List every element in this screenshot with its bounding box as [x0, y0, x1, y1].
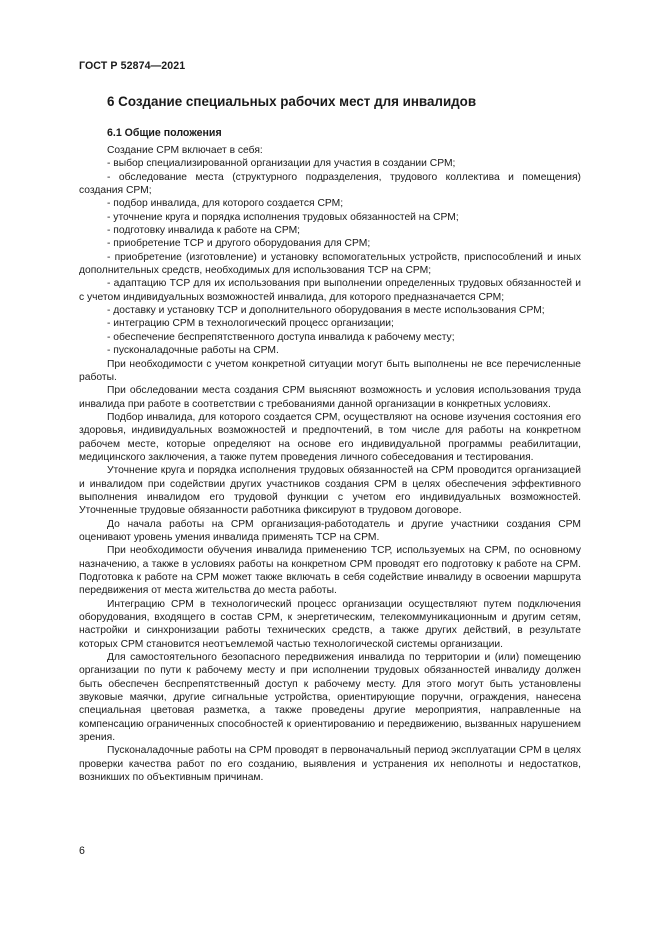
- body-text: [79, 144, 581, 785]
- section-title: 6 Создание специальных рабочих мест для инвалидов: [107, 94, 477, 109]
- paragraph: До начала работы на СРМ организация-работодатель и другие участники создания СРМ оценивают уровень умения инвалида применять ТСР на СРМ.: [79, 518, 581, 543]
- paragraph: При обследовании места создания СРМ выясняют возможность и условия использования труда инвалида при работе в соответствии с требованиями данной организации в конкретных условиях.: [79, 385, 581, 410]
- list-item: - пусконаладочные работы на СРМ.: [107, 345, 279, 357]
- paragraph: Уточнение круга и порядка исполнения трудовых обязанностей на СРМ проводится организацией и инвалидом при содействии других участников создания СРМ в целях обеспечения эффективного выполнения инвалидом его трудовой функции с учетом его индивидуальных возможностей. Уточненные трудовые обязанности работника фиксируют в трудовом договоре.: [79, 465, 581, 517]
- paragraph: Пусконаладочные работы на СРМ проводят в первоначальный период эксплуатации СРМ в целях проверки качества работ по его созданию, выявления и устранения их неполноты и недостатков, возникших по объективным причинам.: [79, 745, 581, 784]
- paragraph: Интеграцию СРМ в технологический процесс организации осуществляют путем подключения оборудования, входящего в состав СРМ, к энергетическим, телекоммуникационным и другим сетям, настройки и синхронизации работы технических средств, а также других действий, в результате которых СРМ становится неотъемлемой частью технологической системы организации.: [79, 598, 581, 650]
- list-item: - приобретение ТСР и другого оборудования для СРМ;: [107, 238, 371, 250]
- list-item: - подбор инвалида, для которого создается СРМ;: [107, 198, 344, 210]
- paragraph: При необходимости обучения инвалида применению ТСР, используемых на СРМ, по основному назначению, а также в условиях работы на конкретном СРМ проводят его подготовку к работе на СРМ. Подготовка к работе на СРМ может также включать в себя содействие инвалиду в освоении маршрута передвижения от места жительства до места работы.: [79, 545, 581, 597]
- list-item: - обследование места (структурного подразделения, трудового коллектива и помещения) создания СРМ;: [79, 171, 581, 197]
- list-item: - приобретение (изготовление) и установку вспомогательных устройств, приспособлений и иных дополнительных средств, необходимых для использования ТСР на СРМ;: [79, 251, 581, 277]
- paragraph: Подбор инвалида, для которого создается СРМ, осуществляют на основе изучения состояния его здоровья, индивидуальных возможностей и предпочтений, в том числе для работы на конкретном рабочем месте, которые определяют на основе его индивидуальной программы реабилитации, медицинского заключения, а также путем проведения личного собеседования и тестирования.: [79, 411, 581, 463]
- list-item: - подготовку инвалида к работе на СРМ;: [107, 225, 301, 237]
- list-item: - выбор специализированной организации для участия в создании СРМ;: [107, 158, 456, 170]
- subsection-title: 6.1 Общие положения: [107, 127, 222, 139]
- list-item: - обеспечение беспрепятственного доступа инвалида к рабочему месту;: [107, 331, 455, 343]
- paragraph: Создание СРМ включает в себя:: [107, 145, 263, 156]
- page-number: 6: [79, 845, 85, 857]
- list-item: - интеграцию СРМ в технологический процесс организации;: [107, 318, 394, 330]
- list-item: - уточнение круга и порядка исполнения трудовых обязанностей на СРМ;: [107, 211, 459, 223]
- list-item: - адаптацию ТСР для их использования при выполнении определенных трудовых обязанностей и с учетом индивидуальных возможностей инвалида, для которого предназначается СРМ;: [79, 278, 581, 303]
- paragraph: Для самостоятельного безопасного передвижения инвалида по территории и (или) помещению организации по пути к рабочему месту и при исполнении трудовых обязанностей инвалиду должен быть обеспечен беспрепятственный доступ к рабочему месту. Для этого могут быть установлены звуковые маячки, другие сигнальные устройства, ориентирующие поручни, ограждения, нанесена специальная цветовая разметка, а также проведены другие мероприятия, направленные на компенсацию ограниченных способностей к ориентированию и передвижению, вызванных нарушением зрения.: [79, 652, 581, 744]
- standard-header: ГОСТ Р 52874—2021: [79, 60, 186, 72]
- list-item: - доставку и установку ТСР и дополнительного оборудования в месте использования СРМ;: [107, 305, 545, 317]
- paragraph: При необходимости с учетом конкретной ситуации могут быть выполнены не все перечисленные работы.: [79, 358, 581, 383]
